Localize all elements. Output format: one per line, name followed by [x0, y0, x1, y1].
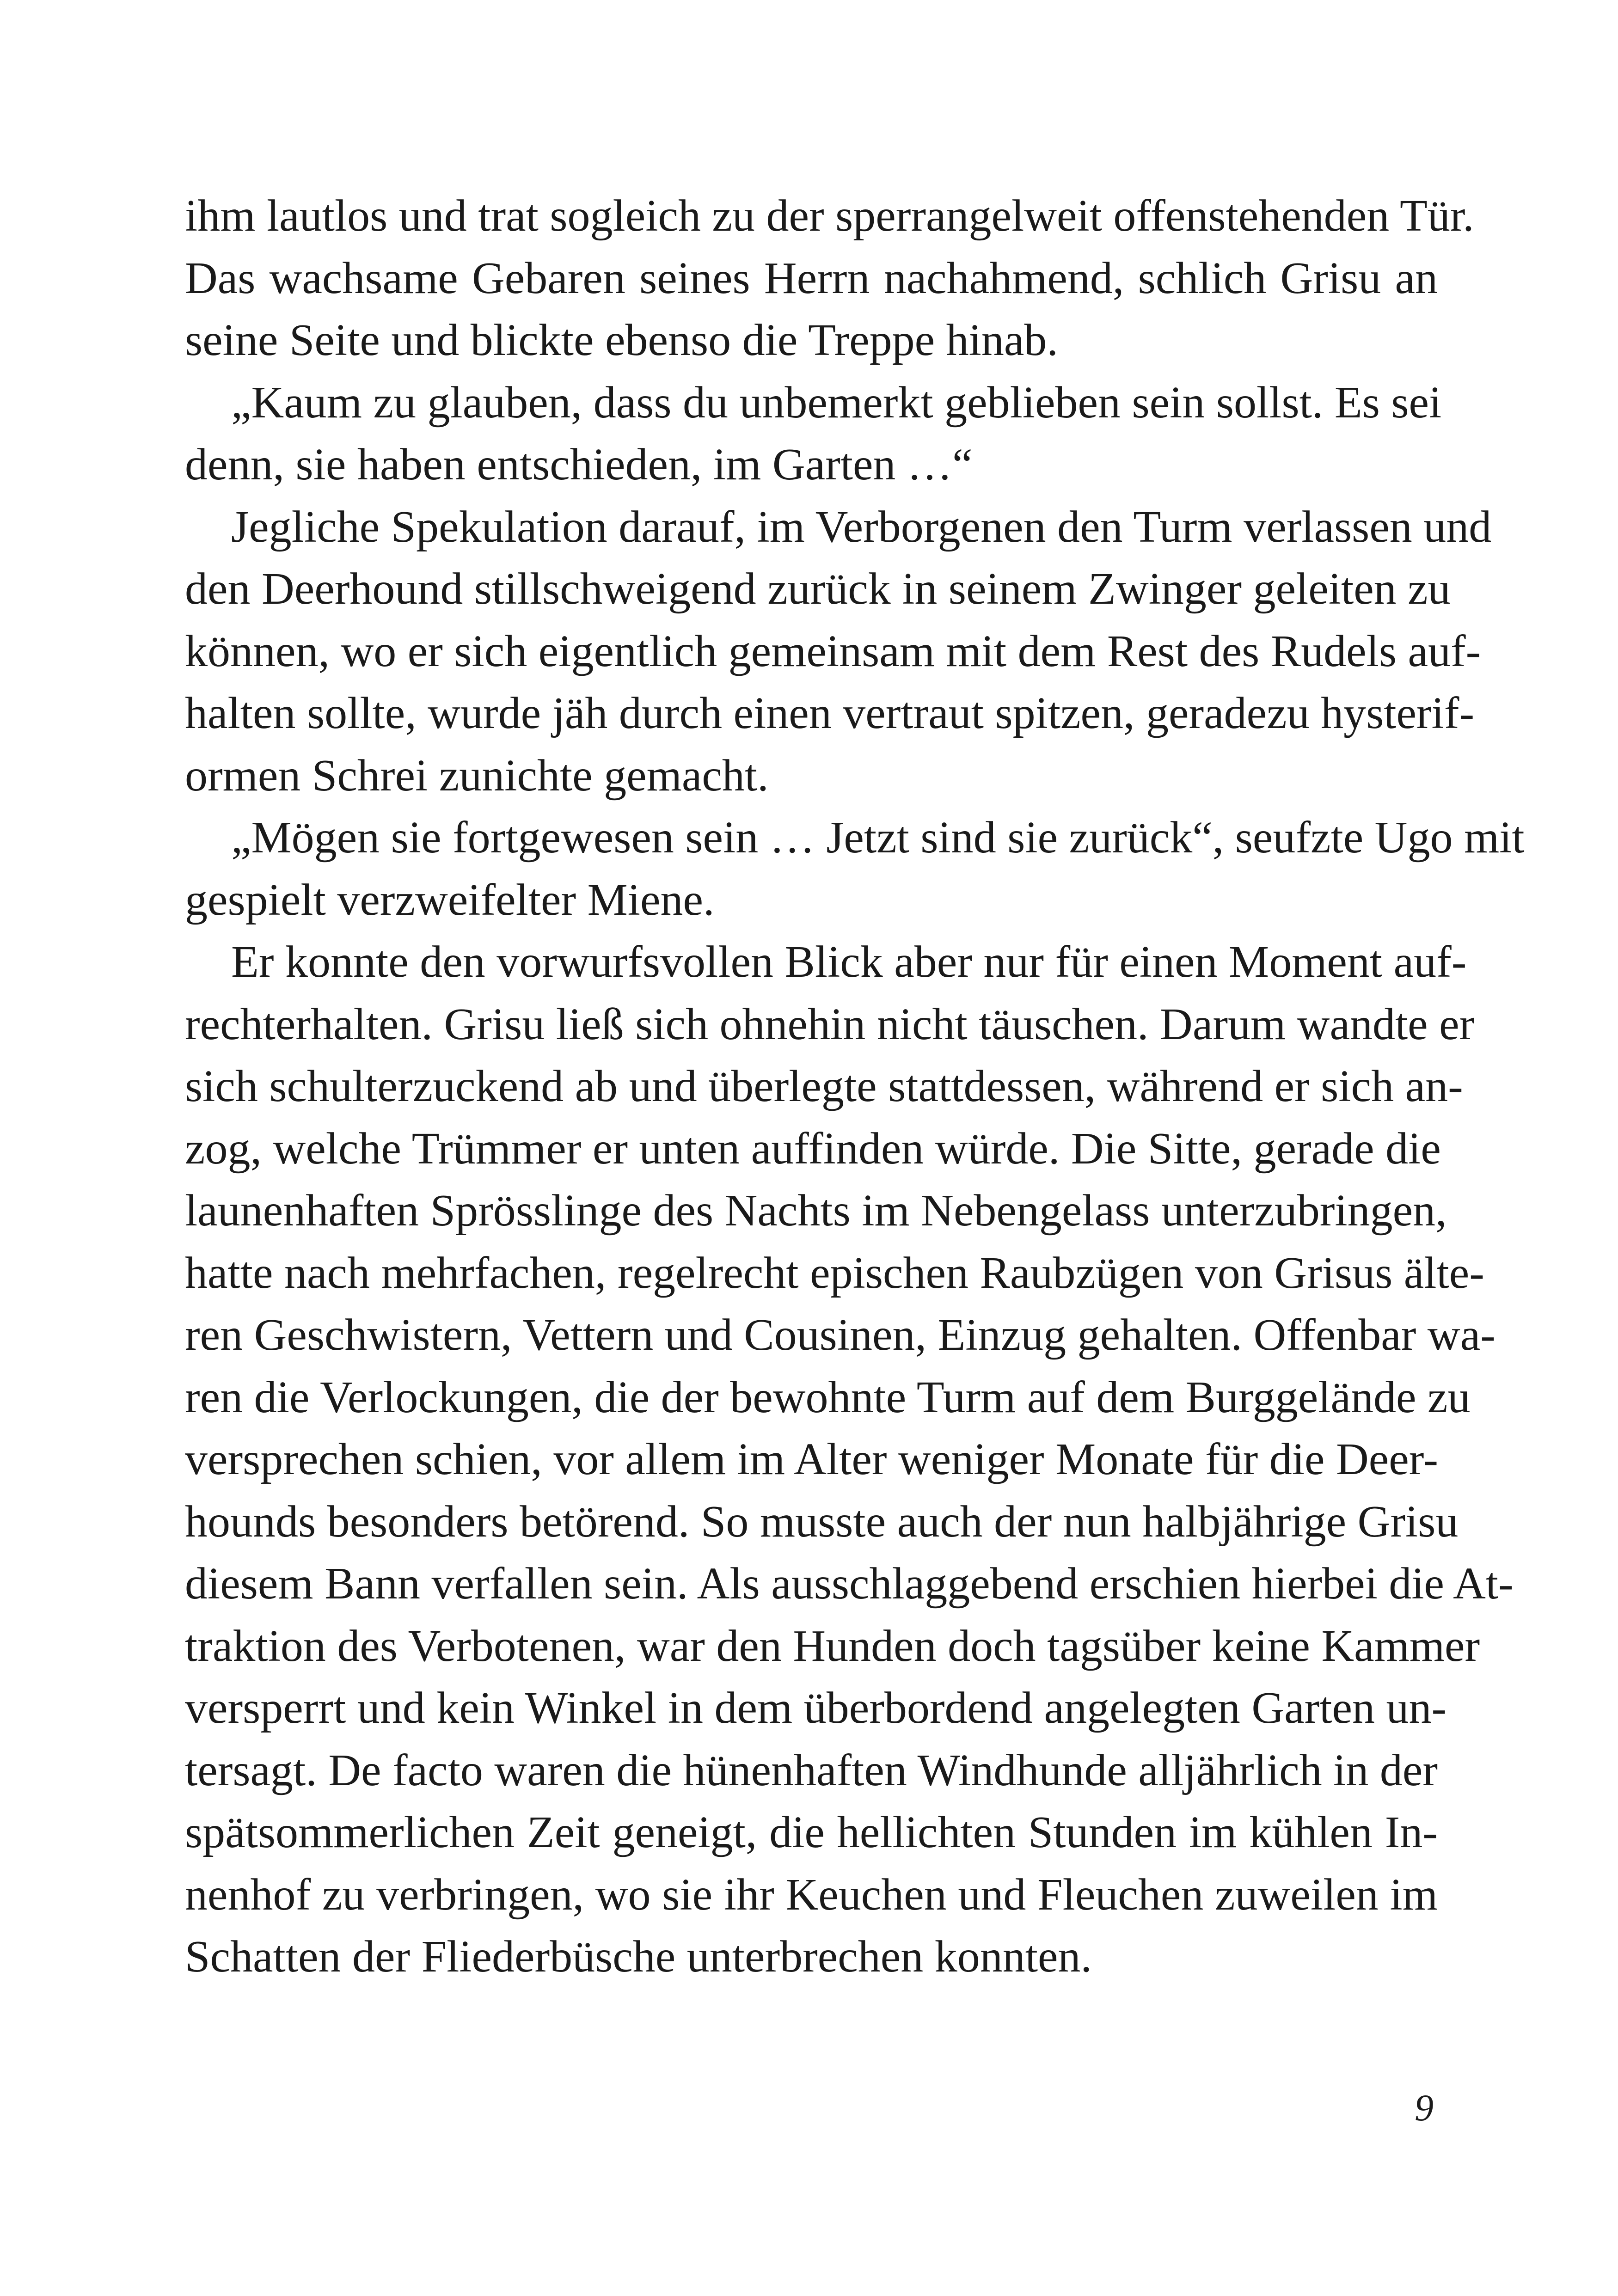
text-line: den Deerhound stillschweigend zurück in seinem Zwinger geleiten zu [185, 564, 1451, 614]
page-number: 9 [1415, 2087, 1434, 2129]
text-line: Jegliche Spekulation darauf, im Verborgenen den Turm verlassen und [231, 502, 1492, 552]
text-line: versprechen schien, vor allem im Alter weniger Monate für die Deer- [185, 1434, 1439, 1484]
text-line: tersagt. De facto waren die hünenhaften Windhunde alljährlich in der [185, 1745, 1438, 1795]
text-line: „Mögen sie fortgewesen sein … Jetzt sind sie zurück“, seufzte Ugo mit [231, 813, 1525, 863]
text-line: gespielt verzweifelter Miene. [185, 875, 715, 925]
text-line: ren Geschwistern, Vettern und Cousinen, Einzug gehalten. Offenbar wa- [185, 1310, 1495, 1360]
text-line: sich schulterzuckend ab und überlegte stattdessen, während er sich an- [185, 1061, 1463, 1111]
text-line: halten sollte, wurde jäh durch einen vertraut spitzen, geradezu hysterif- [185, 688, 1475, 738]
body-text [185, 185, 1525, 1988]
text-line: Schatten der Fliederbüsche unterbrechen konnten. [185, 1932, 1092, 1982]
text-line: hounds besonders betörend. So musste auch der nun halbjährige Grisu [185, 1496, 1459, 1547]
text-line: versperrt und kein Winkel in dem überbordend angelegten Garten un- [185, 1683, 1447, 1733]
text-line: traktion des Verbotenen, war den Hunden doch tagsüber keine Kammer [185, 1621, 1480, 1671]
text-line: denn, sie haben entschieden, im Garten …“ [185, 440, 973, 490]
text-line: hatte nach mehrfachen, regelrecht epischen Raubzügen von Grisus älte- [185, 1248, 1484, 1298]
text-line: ihm lautlos und trat sogleich zu der sperrangelweit offenstehenden Tür. [185, 191, 1474, 241]
text-line: können, wo er sich eigentlich gemeinsam mit dem Rest des Rudels auf- [185, 626, 1481, 676]
text-line: nenhof zu verbringen, wo sie ihr Keuchen und Fleuchen zuweilen im [185, 1869, 1438, 1920]
text-line: spätsommerlichen Zeit geneigt, die hellichten Stunden im kühlen In- [185, 1807, 1438, 1857]
text-line: rechterhalten. Grisu ließ sich ohnehin nicht täuschen. Darum wandte er [185, 999, 1475, 1049]
text-line: ren die Verlockungen, die der bewohnte Turm auf dem Burggelände zu [185, 1372, 1471, 1422]
text-line: zog, welche Trümmer er unten auffinden würde. Die Sitte, gerade die [185, 1123, 1441, 1174]
text-line: seine Seite und blickte ebenso die Treppe hinab. [185, 315, 1058, 365]
text-line: Das wachsame Gebaren seines Herrn nachahmend, schlich Grisu an [185, 253, 1438, 303]
text-line: Er konnte den vorwurfsvollen Blick aber nur für einen Moment auf- [231, 937, 1467, 987]
text-line: diesem Bann verfallen sein. Als ausschlaggebend erschien hierbei die At- [185, 1559, 1514, 1609]
text-line: ormen Schrei zunichte gemacht. [185, 750, 769, 801]
text-line: „Kaum zu glauben, dass du unbemerkt geblieben sein sollst. Es sei [231, 377, 1442, 428]
text-line: launenhaften Sprösslinge des Nachts im Nebengelass unterzubringen, [185, 1186, 1447, 1236]
